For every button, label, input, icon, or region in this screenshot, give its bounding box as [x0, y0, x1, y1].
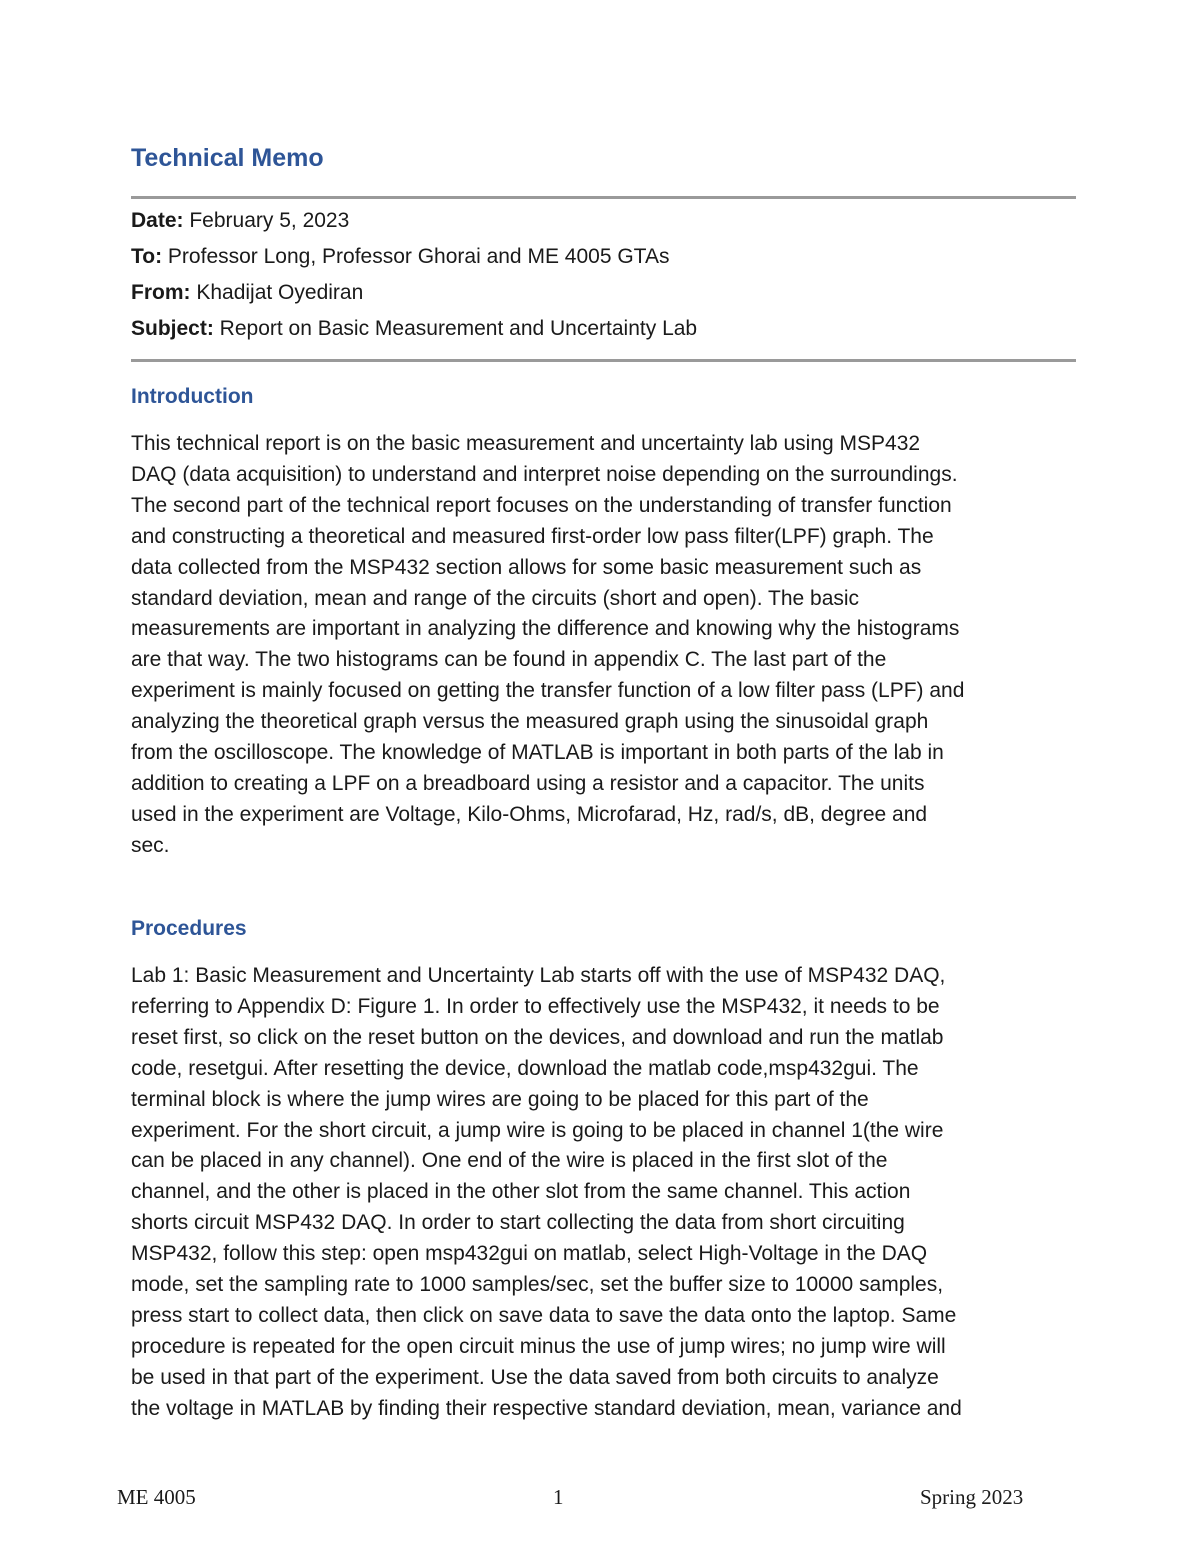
to-value: Professor Long, Professor Ghorai and ME 4005 GTAs — [162, 245, 670, 268]
footer-term: Spring 2023 — [920, 1485, 1024, 1509]
paragraph-line: shorts circuit MSP432 DAQ. In order to start collecting the data from short circuiting — [131, 1211, 905, 1235]
paragraph-line: terminal block is where the jump wires are going to be placed for this part of the — [131, 1087, 869, 1111]
paragraph-line: reset first, so click on the reset button on the devices, and download and run the matlab — [131, 1025, 944, 1049]
paragraph-line: measurements are important in analyzing the difference and knowing why the histograms — [131, 617, 960, 641]
paragraph-line: can be placed in any channel). One end of the wire is placed in the first slot of the — [131, 1149, 888, 1173]
paragraph-line: standard deviation, mean and range of the circuits (short and open). The basic — [131, 586, 860, 610]
paragraph-line: are that way. The two histograms can be found in appendix C. The last part of the — [131, 648, 887, 672]
paragraph-line: This technical report is on the basic measurement and uncertainty lab using MSP432 — [131, 432, 921, 455]
subject-label: Subject: — [131, 317, 214, 340]
from-label: From: — [131, 281, 191, 304]
paragraph-line: analyzing the theoretical graph versus the measured graph using the sinusoidal graph — [131, 710, 929, 734]
header-divider-top — [131, 196, 1076, 199]
paragraph-line: be used in that part of the experiment. Use the data saved from both circuits to analyze — [131, 1365, 939, 1389]
paragraph-line: experiment is mainly focused on getting the transfer function of a low filter pass (LPF) and — [131, 679, 965, 703]
paragraph-line: DAQ (data acquisition) to understand and interpret noise depending on the surroundings. — [131, 462, 958, 486]
header-divider-bottom — [131, 359, 1076, 362]
introduction-heading: Introduction — [131, 385, 254, 408]
from-value: Khadijat Oyediran — [190, 281, 364, 304]
paragraph-line: data collected from the MSP432 section allows for some basic measurement such as — [131, 555, 922, 579]
to-field — [131, 239, 1071, 275]
paragraph-line: MSP432, follow this step: open msp432gui on matlab, select High-Voltage in the DAQ — [131, 1242, 928, 1266]
procedures-paragraph — [131, 961, 1076, 1425]
paragraph-line: from the oscilloscope. The knowledge of MATLAB is important in both parts of the lab in — [131, 741, 944, 765]
procedures-heading: Procedures — [131, 917, 247, 940]
paragraph-line: and constructing a theoretical and measured first-order low pass filter(LPF) graph. The — [131, 524, 934, 548]
date-label: Date: — [131, 209, 184, 232]
memo-title: Technical Memo — [131, 144, 324, 172]
paragraph-line: referring to Appendix D: Figure 1. In order to effectively use the MSP432, it needs to be — [131, 994, 940, 1018]
footer-course: ME 4005 — [117, 1485, 196, 1509]
paragraph-line: mode, set the sampling rate to 1000 samples/sec, set the buffer size to 10000 samples, — [131, 1273, 944, 1297]
paragraph-line: experiment. For the short circuit, a jump wire is going to be placed in channel 1(the wire — [131, 1118, 944, 1142]
paragraph-line: the voltage in MATLAB by finding their respective standard deviation, mean, variance and — [131, 1396, 962, 1420]
paragraph-line: code, resetgui. After resetting the device, download the matlab code,msp432gui. The — [131, 1056, 919, 1080]
paragraph-line: used in the experiment are Voltage, Kilo-Ohms, Microfarad, Hz, rad/s, dB, degree and — [131, 802, 928, 826]
subject-field — [131, 311, 1071, 347]
paragraph-line: The second part of the technical report focuses on the understanding of transfer function — [131, 493, 952, 517]
to-label: To: — [131, 245, 163, 268]
paragraph-line: Lab 1: Basic Measurement and Uncertainty Lab starts off with the use of MSP432 DAQ, — [131, 964, 946, 987]
date-field — [131, 203, 1071, 239]
paragraph-line: channel, and the other is placed in the other slot from the same channel. This action — [131, 1180, 911, 1204]
date-value: February 5, 2023 — [183, 209, 350, 232]
footer-page-number: 1 — [553, 1485, 564, 1509]
subject-value: Report on Basic Measurement and Uncertainty Lab — [213, 317, 698, 340]
introduction-paragraph — [131, 429, 1076, 862]
paragraph-line: addition to creating a LPF on a breadboard using a resistor and a capacitor. The units — [131, 771, 925, 795]
memo-header-fields — [131, 203, 1071, 347]
paragraph-line: sec. — [131, 833, 170, 857]
paragraph-line: press start to collect data, then click on save data to save the data onto the laptop. Same — [131, 1303, 957, 1327]
paragraph-line: procedure is repeated for the open circuit minus the use of jump wires; no jump wire will — [131, 1334, 946, 1358]
from-field — [131, 275, 1071, 311]
